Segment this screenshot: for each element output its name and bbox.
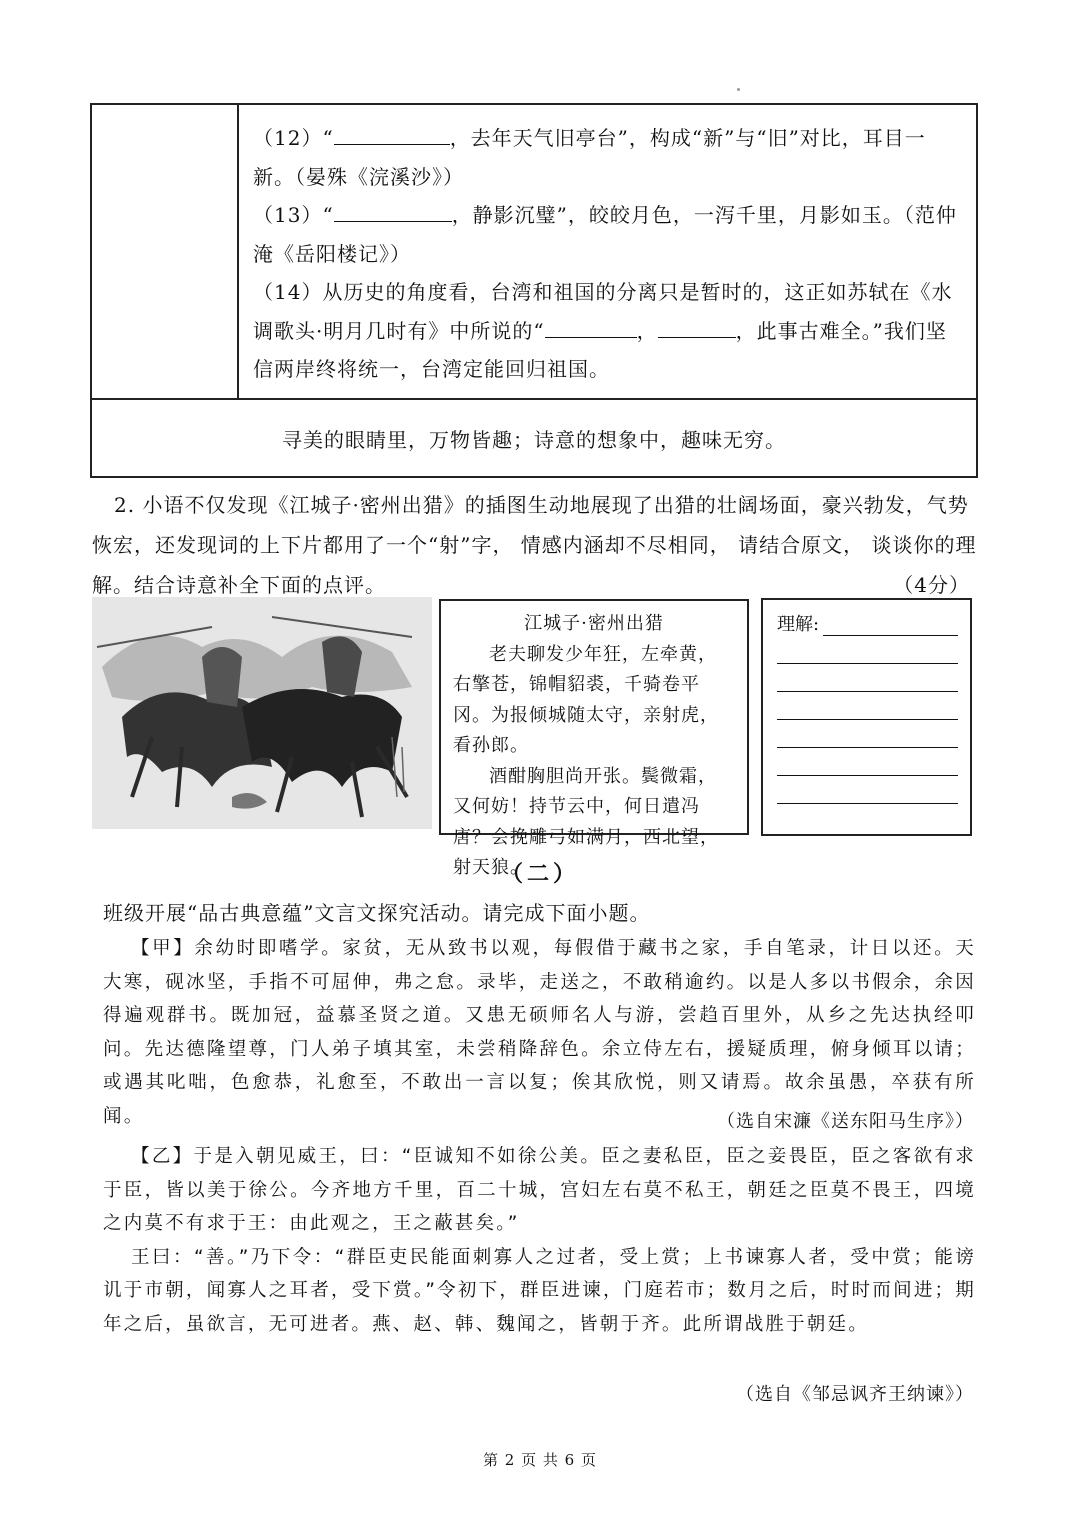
scan-speck [737, 88, 740, 91]
answer-line[interactable] [777, 692, 958, 720]
blank-13[interactable] [334, 199, 452, 222]
poem-box [439, 599, 749, 878]
page-footer: 第 2 页 共 6 页 [483, 1451, 597, 1469]
answer-line[interactable] [777, 664, 958, 692]
poem-stanza-1: 老夫聊发少年狂，左牵黄，右擎苍，锦帽貂裘，千骑卷平冈。为报倾城随太守，亲射虎，看孙郎。 [453, 643, 719, 756]
section-title: （二） [500, 861, 579, 887]
answer-line[interactable] [777, 748, 958, 776]
table-items-cell [239, 105, 976, 398]
answer-line[interactable] [777, 776, 958, 804]
passage-yi-source: （选自《邹忌讽齐王纳谏》） [736, 1384, 974, 1405]
table-content-row [92, 105, 976, 400]
question-2-score: （4分） [893, 573, 970, 597]
question-2: 2. 小语不仅发现《江城子·密州出猎》的插图生动地展现了出猎的壮阔场面，豪兴勃发，气势恢宏，还发现词的上下片都用了一个“射”字， 情感内涵却不尽相同， 请结合原文， 谈谈你的理解。结合诗意补全下面的点评。 （4分） [92, 485, 978, 605]
hunting-painting-illustration [92, 597, 432, 829]
table-footer-row: 寻美的眼睛里，万物皆趣；诗意的想象中，趣味无穷。 [282, 427, 786, 452]
table-label-cell [92, 105, 239, 398]
understanding-label-row: 理解: [777, 610, 958, 636]
passage-jia: 【甲】余幼时即嗜学。家贫，无从致书以观，每假借于藏书之家，手自笔录，计日以还。天大寒，砚冰坚，手指不可屈伸，弗之怠。录毕，走送之，不敢稍逾约。以是人多以书假余，余因得遍观群书。既加冠，益慕圣贤之道。又患无硕师名人与游，尝趋百里外，从乡之先达执经叩问。先达德隆望尊，门人弟子填其室，未尝稍降辞色。余立侍左右，援疑质理，俯身倾耳以请；或遇其叱咄，色愈恭，礼愈至，不敢出一言以复；俟其欣悦，则又请焉。故余虽愚，卒获有所闻。 [103, 938, 976, 1127]
understanding-box [761, 598, 972, 836]
item-14: （14）从历史的角度看，台湾和祖国的分离只是暂时的，这正如苏轼在《水调歌头·明月几时有》中所说的“ ， ，此事古难全。”我们坚信两岸终将统一，台湾定能回归祖国。 [253, 280, 953, 381]
answer-line[interactable] [823, 615, 958, 636]
item-13: （13）“ ，静影沉璧”，皎皎月色，一泻千里，月影如玉。（范仲淹《岳阳楼记》） [253, 196, 966, 273]
passage-yi: 【乙】于是入朝见威王，曰：“臣诚知不如徐公美。臣之妻私臣，臣之妾畏臣，臣之客欲有求于臣，皆以美于徐公。今齐地方千里，百二十城，宫妇左右莫不私王，朝廷之臣莫不畏王，四境之内莫不有求于王：由此观之，王之蔽甚矣。” 王曰：“善。”乃下令：“群臣吏民能面刺寡人之过者，受上赏；上书谏寡人者，受中赏；能谤讥于市朝，闻寡人之耳者，受下赏。”令初下，群臣进谏，门庭若市；数月之后，时时而间进；期年之后，虽欲言，无可进者。燕、赵、韩、魏闻之，皆朝于齐。此所谓战胜于朝廷。 [103, 1146, 976, 1335]
section-intro: 班级开展“品古典意蕴”文言文探究活动。请完成下面小题。 [103, 901, 651, 925]
poem-title: 江城子·密州出猎 [524, 613, 664, 634]
passage-jia-source: （选自宋濂《送东阳马生序》） [717, 1111, 974, 1132]
answer-line[interactable] [777, 636, 958, 664]
answer-line[interactable] [777, 720, 958, 748]
poem-stanza-2: 酒酣胸胆尚开张。鬓微霜，又何妨！持节云中，何日遣冯唐？会挽雕弓如满月，西北望，射天狼。 [453, 765, 719, 878]
blank-14a[interactable] [545, 315, 637, 338]
recitation-table [90, 103, 978, 478]
blank-12[interactable] [334, 122, 450, 145]
blank-14b[interactable] [658, 315, 736, 338]
hunting-painting [92, 597, 432, 829]
item-12: （12）“ ，去年天气旧亭台”，构成“新”与“旧”对比，耳目一新。（晏殊《浣溪沙》） [253, 119, 966, 196]
